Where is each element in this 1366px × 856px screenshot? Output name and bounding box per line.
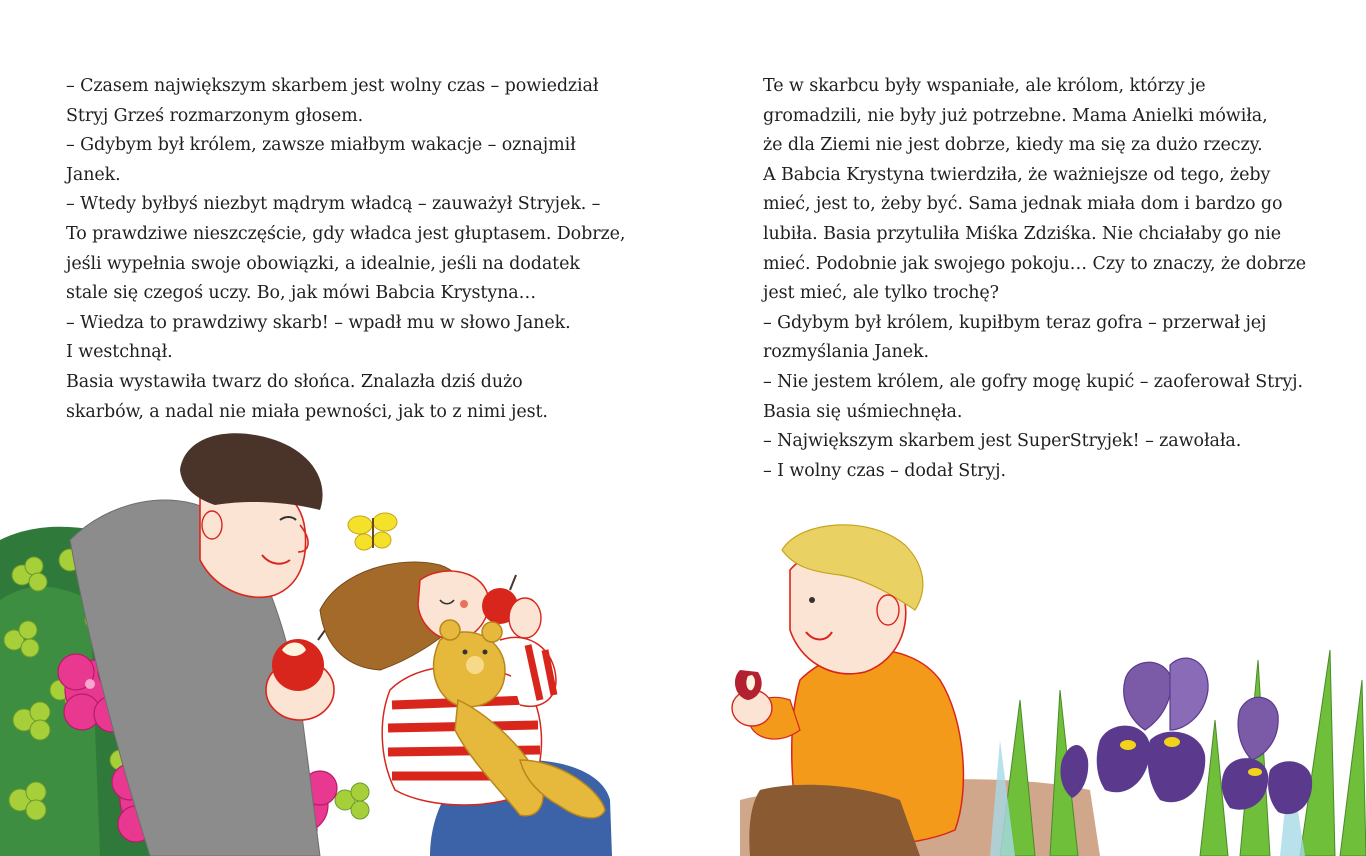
text-line: – Gdybym był królem, zawsze miałbym wakacje – oznajmił bbox=[66, 135, 576, 156]
text-line: stale się czegoś uczy. Bo, jak mówi Babcia Krystyna… bbox=[66, 283, 537, 304]
text-line: Basia wystawiła twarz do słońca. Znalazła dziś dużo bbox=[66, 371, 523, 392]
text-line: – Nie jestem królem, ale gofry mogę kupić – zaoferował Stryj. bbox=[763, 371, 1303, 392]
text-line: jest mieć, ale tylko trochę? bbox=[763, 283, 999, 304]
text-line: gromadzili, nie były już potrzebne. Mama Anielki mówiła, bbox=[763, 105, 1268, 126]
text-line: – Wiedza to prawdziwy skarb! – wpadł mu w słowo Janek. bbox=[66, 312, 571, 333]
janek-illustration bbox=[732, 525, 1100, 856]
text-line: rozmyślania Janek. bbox=[763, 342, 929, 363]
text-line: – Gdybym był królem, kupiłbym teraz gofra – przerwał jej bbox=[763, 312, 1267, 333]
text-line: A Babcia Krystyna twierdziła, że ważniejsze od tego, żeby bbox=[763, 164, 1271, 185]
text-line: mieć. Podobnie jak swojego pokoju… Czy to znaczy, że dobrze bbox=[763, 253, 1306, 274]
text-line: jeśli wypełnia swoje obowiązki, a idealnie, jeśli na dodatek bbox=[66, 253, 580, 274]
text-line: Stryj Grześ rozmarzonym głosem. bbox=[66, 105, 364, 126]
text-line: skarbów, a nadal nie miała pewności, jak to z nimi jest. bbox=[66, 401, 548, 422]
text-line: – I wolny czas – dodał Stryj. bbox=[763, 460, 1006, 481]
text-line: Basia się uśmiechnęła. bbox=[763, 401, 963, 422]
butterfly-illustration bbox=[348, 513, 397, 550]
text-line: Te w skarbcu były wspaniałe, ale królom, którzy je bbox=[763, 76, 1206, 96]
text-line: I westchnął. bbox=[66, 342, 173, 363]
text-line: – Największym skarbem jest SuperStryjek! – zawołała. bbox=[763, 431, 1242, 452]
text-line: – Czasem największym skarbem jest wolny czas – powiedział bbox=[66, 76, 599, 96]
text-line: – Wtedy byłbyś niezbyt mądrym władcą – zauważył Stryjek. – bbox=[66, 194, 601, 215]
text-line: lubiła. Basia przytuliła Miśka Zdziśka. Nie chciałaby go nie bbox=[763, 223, 1282, 244]
text-line: Janek. bbox=[66, 164, 121, 185]
text-line: To prawdziwe nieszczęście, gdy władca jest głuptasem. Dobrze, bbox=[66, 223, 626, 244]
text-line: mieć, jest to, żeby być. Sama jednak miała dom i bardzo go bbox=[763, 194, 1283, 215]
text-line: że dla Ziemi nie jest dobrze, kiedy ma się za dużo rzeczy. bbox=[763, 135, 1263, 156]
